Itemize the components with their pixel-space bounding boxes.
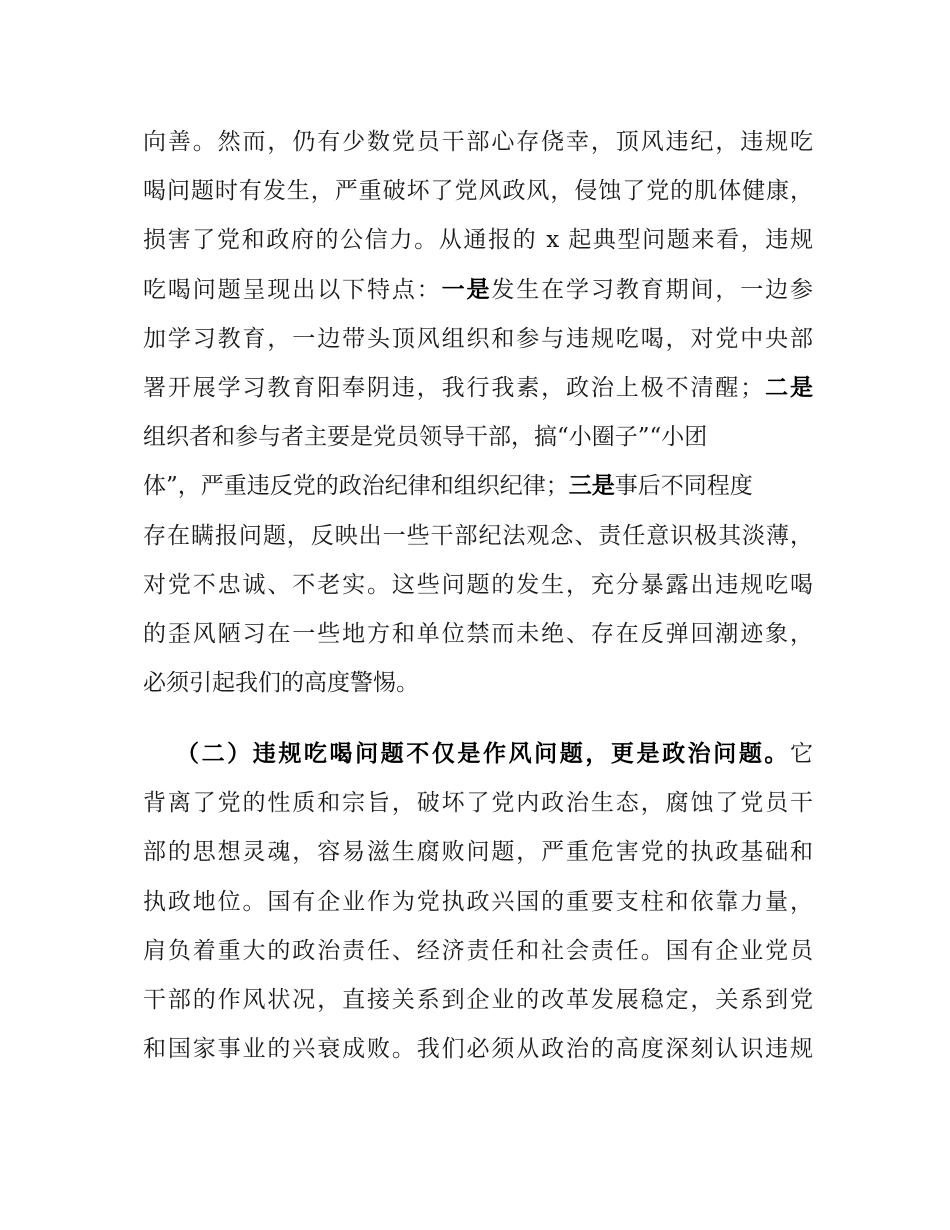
- text-segment: 署开展学习教育阳奉阴违，我行我素，政治上极不清醒；: [143, 374, 764, 401]
- text-line: 存在瞒报问题，反映出一些干部纪法观念、责任意识极其淡薄，: [143, 522, 813, 549]
- text-segment: 它: [790, 741, 813, 767]
- text-segment: 体”，严重违反党的政治纪律和组织纪律；: [143, 473, 569, 500]
- text-line: [143, 266, 813, 315]
- paragraph-political-issue: [143, 730, 813, 1074]
- text-line: 组织者和参与者主要是党员领导干部，搞“小圈子”“小团: [143, 424, 708, 451]
- text-line: 和国家事业的兴衰成败。我们必须从政治的高度深刻认识违规: [143, 1036, 813, 1063]
- text-segment: 发生在学习教育期间，一边参: [491, 276, 814, 303]
- text-line: 向善。然而，仍有少数党员干部心存侥幸，顶风违纪，违规吃: [143, 129, 813, 155]
- text-segment: 事后不同程度: [614, 473, 753, 500]
- text-line: 损害了党和政府的公信力。从通报的 x 起典型问题来看，违规: [143, 227, 813, 254]
- text-line: 对党不忠诚、不老实。这些问题的发生，充分暴露出违规吃喝: [143, 571, 813, 598]
- paragraph-violations-characteristics: [143, 118, 813, 708]
- text-line: 必须引起我们的高度警惕。: [143, 670, 419, 697]
- section-heading: （二）违规吃喝问题不仅是作风问题，更是政治问题。: [176, 741, 790, 767]
- text-line: [143, 462, 813, 511]
- text-line: 加学习教育，一边带头顶风组织和参与违规吃喝，对党中央部: [143, 325, 813, 352]
- text-line: [143, 364, 813, 413]
- text-line: 喝问题时有发生，严重破坏了党风政风，侵蚀了党的肌体健康，: [143, 178, 813, 205]
- emphasis-first: 一是: [441, 276, 492, 303]
- text-line: [143, 730, 813, 779]
- text-line: 部的思想灵魂，容易滋生腐败问题，严重危害党的执政基础和: [143, 839, 813, 866]
- emphasis-second: 二是: [763, 374, 814, 401]
- text-line: 的歪风陋习在一些地方和单位禁而未绝、存在反弹回潮迹象，: [143, 620, 813, 647]
- text-line: 背离了党的性质和宗旨，破坏了党内政治生态，腐蚀了党员干: [143, 790, 813, 817]
- text-line: 干部的作风状况，直接关系到企业的改革发展稳定，关系到党: [143, 986, 813, 1013]
- text-segment: 吃喝问题呈现出以下特点：: [143, 276, 442, 303]
- text-line: 肩负着重大的政治责任、经济责任和社会责任。国有企业党员: [143, 937, 813, 964]
- emphasis-third: 三是: [568, 473, 615, 500]
- text-line: 执政地位。国有企业作为党执政兴国的重要支柱和依靠力量，: [143, 888, 813, 915]
